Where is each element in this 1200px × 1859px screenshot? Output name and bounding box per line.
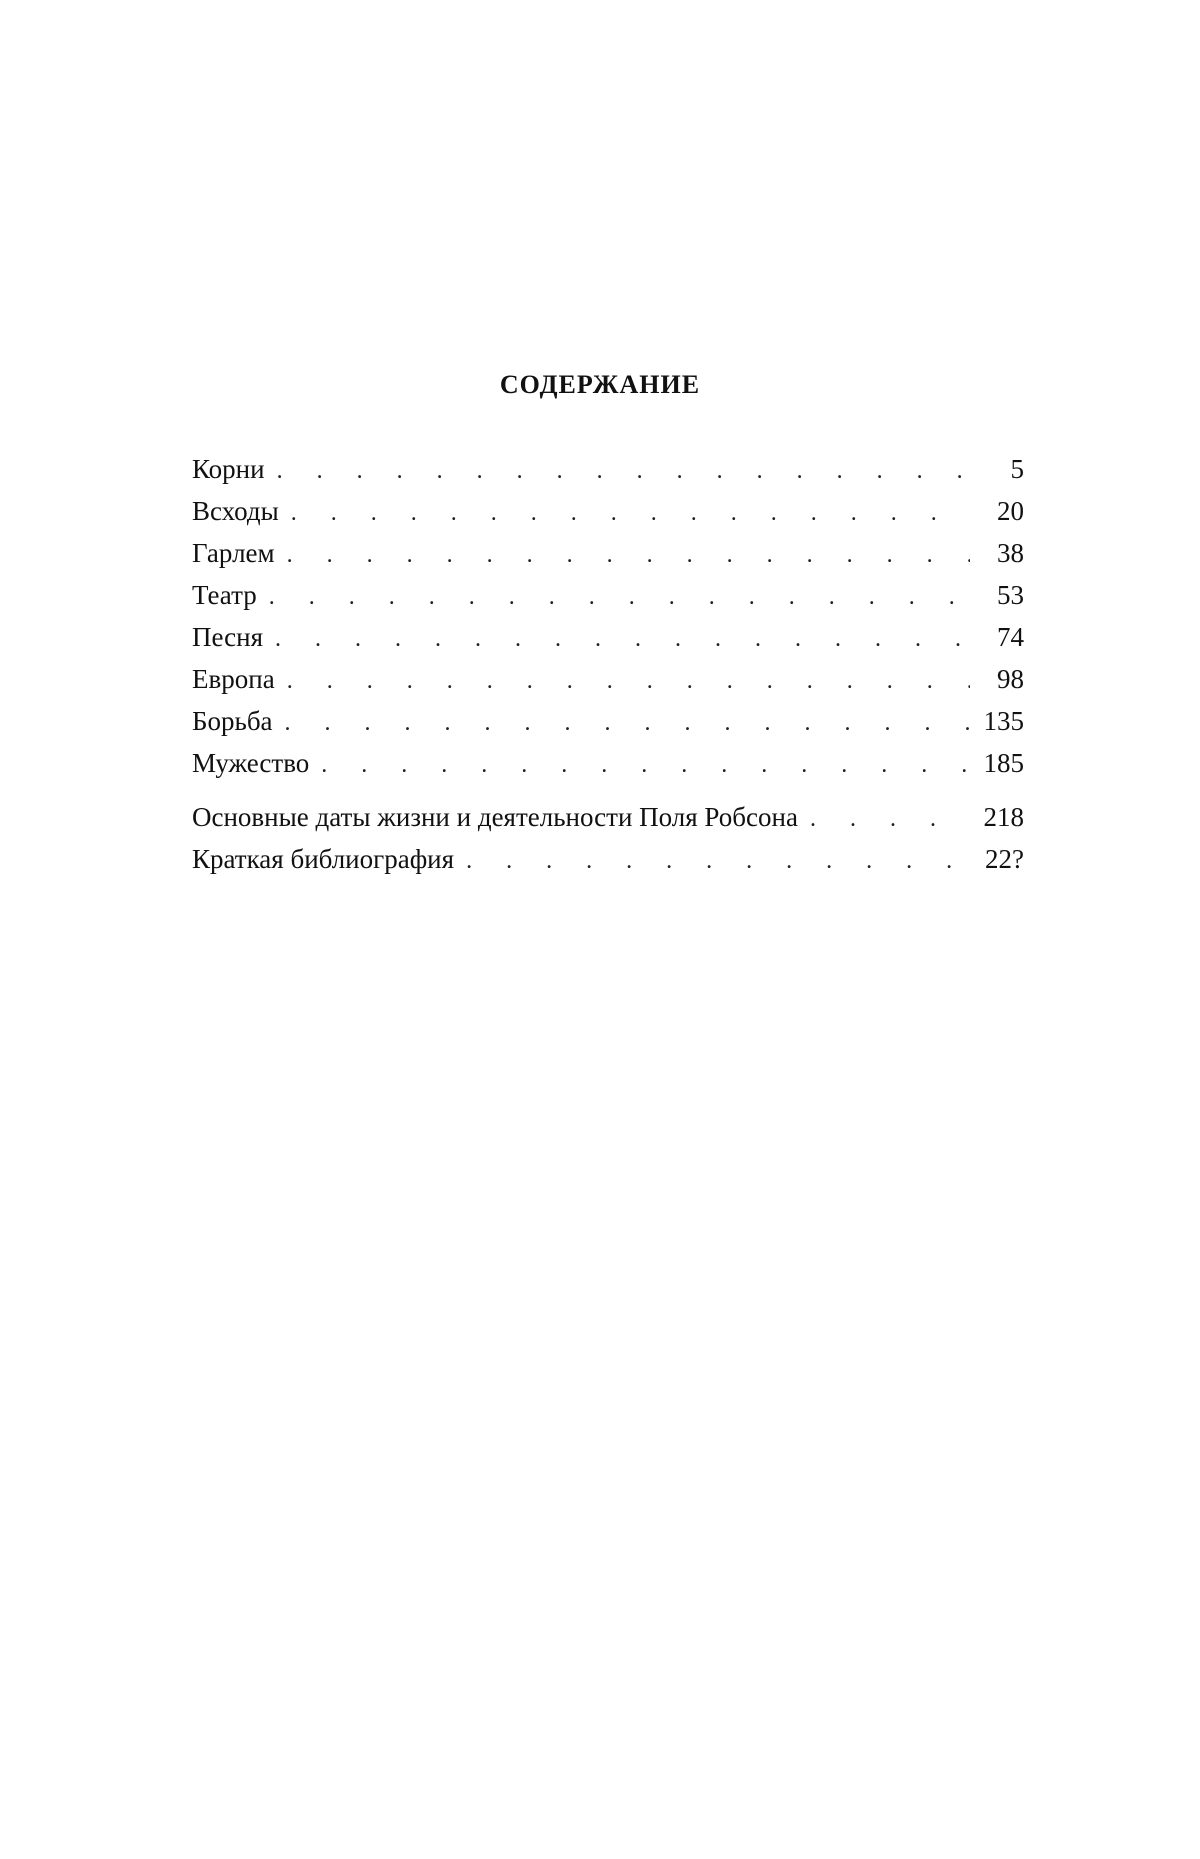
- toc-entry-page: 185: [983, 748, 1024, 778]
- dot-leader: [275, 618, 970, 660]
- toc-entry-label: Театр: [192, 580, 257, 610]
- toc-entry: [192, 616, 1024, 658]
- dot-leader: [285, 702, 970, 744]
- toc-entry-label: Основные даты жизни и деятельности Поля Робсона: [192, 802, 798, 832]
- dot-leader: [287, 660, 970, 702]
- toc-entry-page: 218: [983, 802, 1024, 832]
- toc-entry-page: 5: [1010, 454, 1024, 484]
- toc-entry: [192, 742, 1024, 784]
- toc-entry: [192, 574, 1024, 616]
- dot-leader: [277, 450, 970, 492]
- toc-entry: [192, 658, 1024, 700]
- toc-entry-label: Борьба: [192, 706, 273, 736]
- dot-leader: [269, 576, 970, 618]
- toc-entry-label: Мужество: [192, 748, 310, 778]
- toc-entry-page: 135: [983, 706, 1024, 736]
- toc-entry-label: Песня: [192, 622, 264, 652]
- toc-entry-label: Краткая библиография: [192, 844, 455, 874]
- dot-leader: [321, 744, 970, 786]
- toc-entry-page: 22?: [985, 844, 1024, 874]
- toc-title: СОДЕРЖАНИЕ: [499, 370, 701, 399]
- toc-entry-page: 38: [997, 538, 1024, 568]
- toc-entry-label: Европа: [192, 664, 275, 694]
- dot-leader: [287, 534, 970, 576]
- toc-entry-page: 74: [997, 622, 1024, 652]
- toc-entry-page: 53: [997, 580, 1024, 610]
- toc-entry: [192, 700, 1024, 742]
- table-of-contents: [192, 448, 1024, 880]
- toc-entry-page: 98: [997, 664, 1024, 694]
- toc-entry: [192, 532, 1024, 574]
- toc-entry: [192, 490, 1024, 532]
- toc-entry-label: Гарлем: [192, 538, 275, 568]
- toc-entry-label: Всходы: [192, 496, 279, 526]
- toc-appendix-entry: [192, 838, 1024, 880]
- toc-appendix-entry: [192, 796, 1024, 838]
- dot-leader: [466, 840, 970, 882]
- dot-leader: [291, 492, 970, 534]
- toc-entry-page: 20: [997, 496, 1024, 526]
- dot-leader: [810, 798, 970, 840]
- toc-entry: [192, 448, 1024, 490]
- toc-entry-label: Корни: [192, 454, 265, 484]
